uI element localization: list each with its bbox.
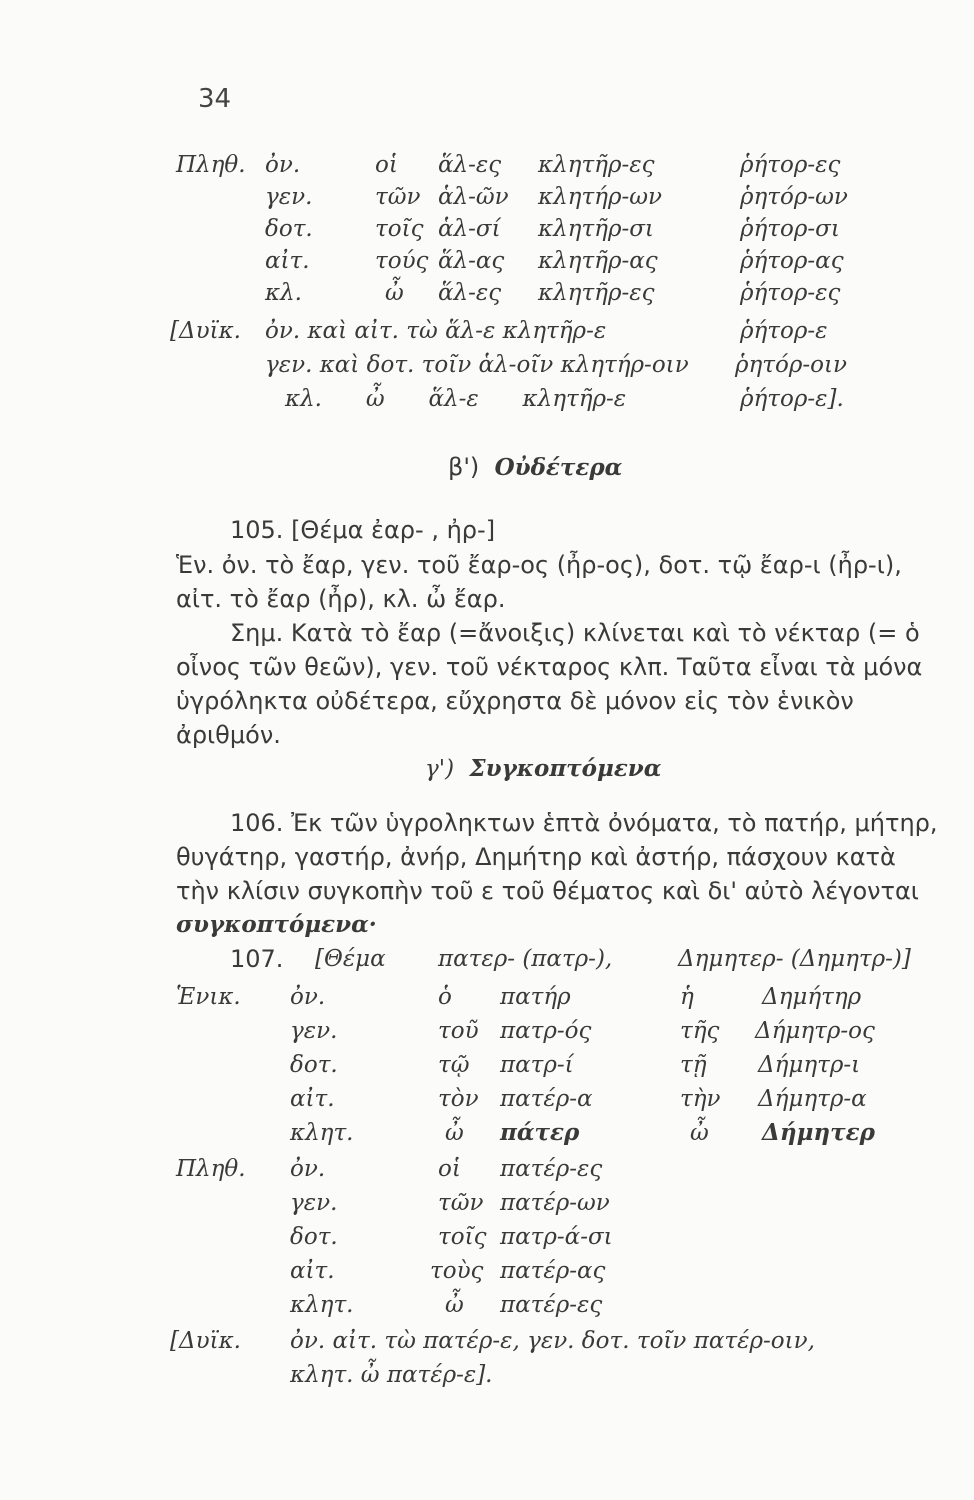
note-line-3: ὑγρόληκτα οὐδέτερα, εὔχρηστα δὲ μόνον εἰς τὸν ἑνικὸν [176, 687, 854, 715]
word-demeter: Δήμητρ-ος [755, 1018, 875, 1044]
dual-forms: γεν. καὶ δοτ. τοῖν ἁλ-οῖν κλητήρ-οιν [265, 352, 689, 378]
word-als: ἁλ-ῶν [438, 184, 509, 210]
para-107-theme: [Θέμα [315, 946, 386, 972]
word-pater: πατρ-ός [500, 1018, 592, 1044]
section-heading-syncopated [425, 754, 661, 784]
article: ὦ [690, 1120, 709, 1146]
article: τῆς [680, 1018, 720, 1044]
article: ὦ [385, 280, 404, 306]
heading-title: Οὐδέτερα [494, 454, 623, 481]
para-105-line-1: 105. [Θέμα ἐαρ- , ἠρ-] [230, 516, 496, 544]
row-label: Πληθ. [176, 152, 246, 178]
article: τὸν [438, 1086, 479, 1112]
case-label: κλητ. [290, 1292, 354, 1318]
article: τὴν [680, 1086, 721, 1112]
word-demeter: Δήμητερ [762, 1119, 875, 1146]
case-label: γεν. [290, 1190, 338, 1216]
word-pater: πατέρ-ες [500, 1292, 603, 1318]
para-107-stem-2: Δημητερ- (Δημητρ-)] [678, 946, 911, 972]
section-heading-neuter [448, 452, 622, 483]
article: τοὺς [430, 1258, 484, 1284]
heading-number: β') [448, 453, 480, 481]
word-ritor: ῥήτορ-ες [740, 152, 841, 178]
article: τῶν [438, 1190, 484, 1216]
heading-number: γ') [425, 756, 455, 782]
word-kletir: κλητῆρ-σι [538, 216, 654, 242]
case-label: κλ. [265, 280, 302, 306]
article: τοῦ [438, 1018, 479, 1044]
word-kletir: κλητῆρ-ες [538, 152, 655, 178]
para-106-line-2: θυγάτηρ, γαστήρ, ἀνήρ, Δημήτηρ καὶ ἀστήρ, πάσχουν κατὰ [176, 843, 896, 871]
case-label: αἰτ. [290, 1086, 335, 1112]
note-line-4: ἀριθμόν. [176, 721, 281, 749]
case-label: δοτ. [265, 216, 313, 242]
word-ritor: ῥήτορ-ες [740, 280, 841, 306]
dual-line-2: κλητ. ὦ πατέρ-ε]. [290, 1362, 493, 1388]
word-ritor: ῥητόρ-οιν [735, 352, 848, 378]
word-als: ἅλ-ες [438, 152, 502, 178]
article: τοῖς [375, 216, 424, 242]
para-106-line-3: τὴν κλίσιν συγκοπὴν τοῦ ε τοῦ θέματος καὶ δι' αὐτὸ λέγονται [176, 877, 919, 905]
article: τῇ [680, 1052, 707, 1078]
word-ritor: ῥήτορ-ε [740, 318, 828, 344]
word-ritor: ῥήτορ-ας [740, 248, 844, 274]
case-label: δοτ. [290, 1224, 338, 1250]
article: οἱ [375, 152, 398, 178]
word-als: ἅλ-ας [438, 248, 505, 274]
word-als: ἁλ-σί [438, 216, 501, 242]
para-106-line-4: συγκοπτόμενα· [176, 911, 377, 938]
dual-line-1: ὀν. αἰτ. τὼ πατέρ-ε, γεν. δοτ. τοῖν πατέρ-οιν, [290, 1328, 815, 1354]
word-pater: πατήρ [500, 984, 571, 1010]
case-label: κλητ. [290, 1120, 354, 1146]
article: τοῖς [438, 1224, 487, 1250]
word-demeter: Δήμητρ-ι [758, 1052, 861, 1078]
article: ὁ [438, 984, 452, 1010]
row-label: Ἑνικ. [176, 984, 241, 1010]
word-ritor: ῥήτορ-ε]. [740, 386, 844, 412]
word-pater: πατέρ-ων [500, 1190, 610, 1216]
word-demeter: Δημήτηρ [762, 984, 862, 1010]
word-pater: πάτερ [500, 1119, 580, 1146]
word-pater: πατρ-ά-σι [500, 1224, 613, 1250]
article: ἡ [680, 984, 694, 1010]
word-pater: πατέρ-ας [500, 1258, 606, 1284]
para-105-line-3: αἰτ. τὸ ἔαρ (ἦρ), κλ. ὦ ἔαρ. [176, 585, 506, 613]
word-pater: πατέρ-α [500, 1086, 593, 1112]
dual-forms: κλ. ὦ ἅλ-ε κλητῆρ-ε [285, 386, 627, 412]
word-als: ἅλ-ες [438, 280, 502, 306]
heading-title: Συγκοπτόμενα [469, 755, 662, 782]
row-label: Πληθ. [176, 1156, 246, 1182]
article: ὦ [445, 1120, 464, 1146]
row-label: [Δυϊκ. [170, 318, 241, 344]
case-label: γεν. [290, 1018, 338, 1044]
note-line-2: οἶνος τῶν θεῶν), γεν. τοῦ νέκταρος κλπ. Ταῦτα εἶναι τὰ μόνα [176, 653, 923, 681]
word-kletir: κλητήρ-ων [538, 184, 662, 210]
word-kletir: κλητῆρ-ες [538, 280, 655, 306]
dual-label: [Δυϊκ. [170, 1328, 241, 1354]
para-107-number: 107. [230, 945, 284, 973]
article: ὦ [445, 1292, 464, 1318]
para-106-line-1: 106. Ἐκ τῶν ὑγροληκτων ἑπτὰ ὀνόματα, τὸ πατήρ, μήτηρ, [230, 809, 938, 837]
word-pater: πατρ-ί [500, 1052, 574, 1078]
word-demeter: Δήμητρ-α [758, 1086, 867, 1112]
word-ritor: ῥήτορ-σι [740, 216, 840, 242]
article: τῶν [375, 184, 421, 210]
case-label: αἰτ. [265, 248, 310, 274]
para-107-stem-1: πατερ- (πατρ-), [438, 946, 613, 972]
page-number: 34 [198, 84, 232, 114]
case-label: αἰτ. [290, 1258, 335, 1284]
note-line-1: Σημ. Κατὰ τὸ ἔαρ (=ἄνοιξις) κλίνεται καὶ τὸ νέκταρ (= ὁ [230, 619, 920, 647]
article: τούς [375, 248, 429, 274]
case-label: γεν. [265, 184, 313, 210]
case-label: δοτ. [290, 1052, 338, 1078]
case-label: ὀν. [265, 152, 301, 178]
case-label: ὀν. [290, 1156, 326, 1182]
case-label: ὀν. [290, 984, 326, 1010]
para-105-line-2: Ἑν. ὀν. τὸ ἔαρ, γεν. τοῦ ἔαρ-ος (ἦρ-ος), δοτ. τῷ ἔαρ-ι (ἦρ-ι), [176, 551, 902, 579]
dual-forms: ὀν. καὶ αἰτ. τὼ ἅλ-ε κλητῆρ-ε [265, 318, 607, 344]
article: τῷ [438, 1052, 470, 1078]
article: οἱ [438, 1156, 461, 1182]
word-kletir: κλητῆρ-ας [538, 248, 658, 274]
word-pater: πατέρ-ες [500, 1156, 603, 1182]
word-ritor: ῥητόρ-ων [740, 184, 848, 210]
